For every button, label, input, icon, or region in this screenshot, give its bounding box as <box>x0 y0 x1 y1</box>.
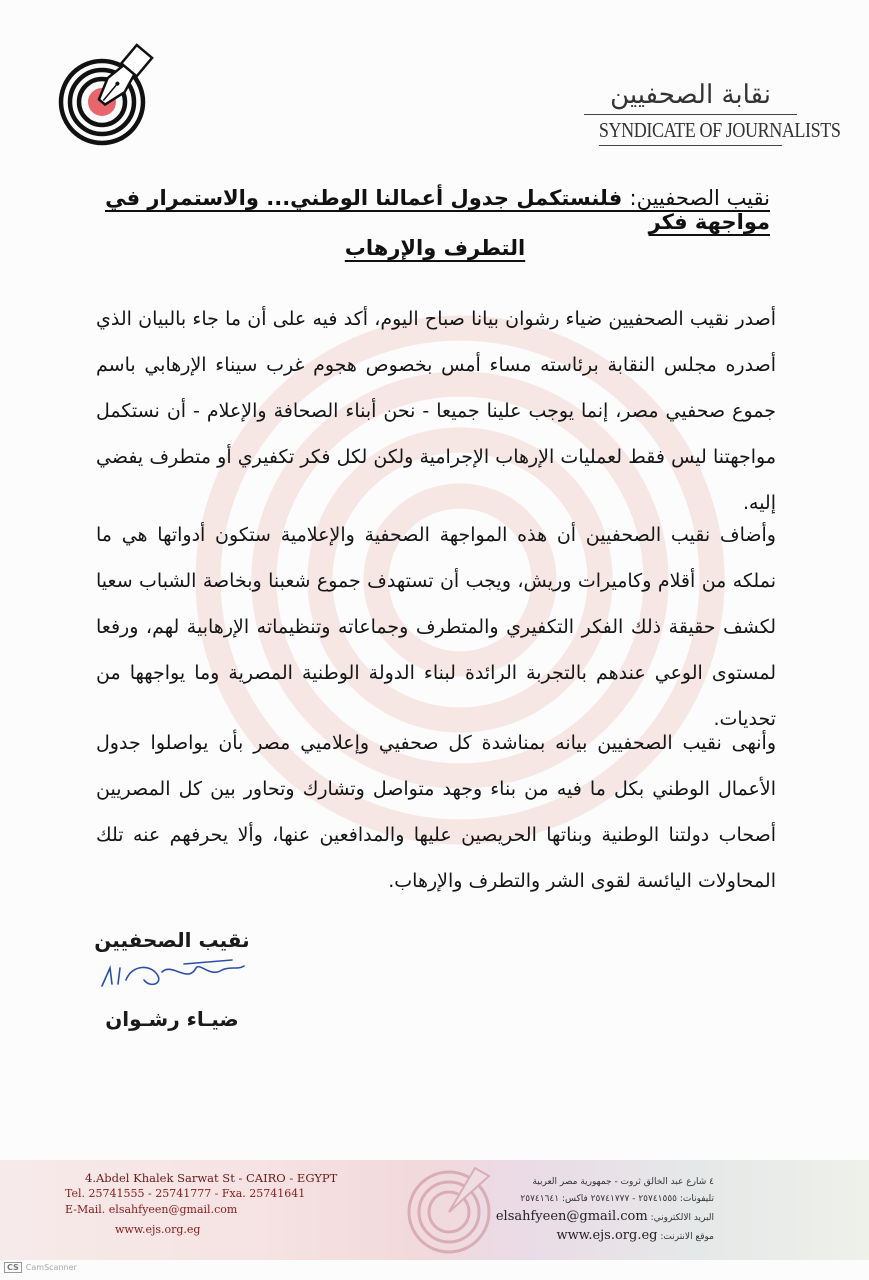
camscanner-icon: CS <box>4 1262 22 1273</box>
paragraph-2 <box>96 512 776 742</box>
footer-english-contact <box>65 1170 337 1238</box>
paragraph-text: وأضاف نقيب الصحفيين أن هذه المواجهة الصحفية والإعلامية ستكون أدواتها هي ما نملكه من أقلام وكاميرات وريش، ويجب أن تستهدف جموع شعبنا وبخاصة الشباب سعيا لكشف حقيقة ذلك الفكر التكفيري والمتطرف وجماعاته وتنظيماته الإرهابية لهم، ورفعا لمستوى الوعي عندهم بالتجربة الرائدة لبناء الدولة الوطنية المصرية وما يواجهها من تحديات. <box>96 524 776 730</box>
headline-line-1 <box>100 186 770 234</box>
syndicate-brand <box>584 78 841 146</box>
footer-email-en: E-Mail. elsahfyeen@gmail.com <box>65 1203 238 1216</box>
brand-english: SYNDICATE OF JOURNALISTS <box>599 115 782 146</box>
footer-website-en: www.ejs.org.eg <box>115 1223 201 1236</box>
footer-phones-en: Tel. 25741555 - 25741777 - Fxa. 25741641 <box>65 1187 306 1200</box>
headline-prefix: نقيب الصحفيين: <box>629 186 770 210</box>
brand-arabic: نقابة الصحفيين <box>584 78 797 115</box>
footer-logo-icon <box>405 1154 505 1258</box>
footer-email-label-ar: البريد الالكتروني: <box>650 1213 714 1223</box>
signature-name: ضيـاء رشـوان <box>105 1007 239 1031</box>
handwritten-signature-icon <box>92 954 252 998</box>
scanner-watermark <box>4 1262 77 1273</box>
signature-block <box>92 926 252 1033</box>
footer-website-ar: www.ejs.org.eg <box>556 1228 658 1243</box>
syndicate-logo-icon <box>58 40 158 146</box>
headline-line-2-text: التطرف والإرهاب <box>344 236 526 260</box>
footer-web-label-ar: موقع الانترنت: <box>660 1232 714 1242</box>
footer-email-ar: elsahfyeen@gmail.com <box>495 1209 648 1224</box>
footer-phones-ar: تليفونات: ٢٥٧٤١٥٥٥ - ٢٥٧٤١٧٧٧ فاكس: ٢٥٧٤١٦٤١ <box>520 1194 714 1204</box>
headline-text: فلنستكمل جدول أعمالنا الوطني... والاستمرار في مواجهة فكر <box>105 186 770 234</box>
paragraph-text: وأنهى نقيب الصحفيين بيانه بمناشدة كل صحفيي وإعلاميي مصر بأن يواصلوا جدول الأعمال الوطني بكل ما فيه من بناء وجهد متواصل وتشارك وتحاور بين كل المصريين أصحاب دولتنا الوطنية وبناتها الحريصين عليها والمدافعين عنها، وألا يحرفهم عنه تلك المحاولات اليائسة لقوى الشر والتطرف والإرهاب. <box>96 732 776 892</box>
letterhead-footer <box>0 1160 869 1260</box>
footer-address-en: 4.Abdel Khalek Sarwat St - CAIRO - EGYPT <box>85 1171 338 1185</box>
footer-address-ar: ٤ شارع عبد الخالق ثروت - جمهورية مصر العربية <box>532 1177 714 1187</box>
headline-line-2 <box>100 236 770 260</box>
footer-arabic-contact <box>494 1174 714 1246</box>
paragraph-1 <box>96 296 776 526</box>
scanner-text: CamScanner <box>25 1263 77 1272</box>
paragraph-3 <box>96 720 776 904</box>
signature-title: نقيب الصحفيين <box>94 928 250 952</box>
paragraph-text: أصدر نقيب الصحفيين ضياء رشوان بيانا صباح اليوم، أكد فيه على أن ما جاء بالبيان الذي أصدره مجلس النقابة برئاسته مساء أمس بخصوص هجوم غرب سيناء الإرهابي باسم جموع صحفيي مصر، إنما يوجب علينا جميعا - نحن أبناء الصحافة والإعلام - أن نستكمل مواجهتنا ليس فقط لعمليات الإرهاب الإجرامية ولكن لكل فكر تكفيري أو متطرف يفضي إليه. <box>96 308 776 514</box>
